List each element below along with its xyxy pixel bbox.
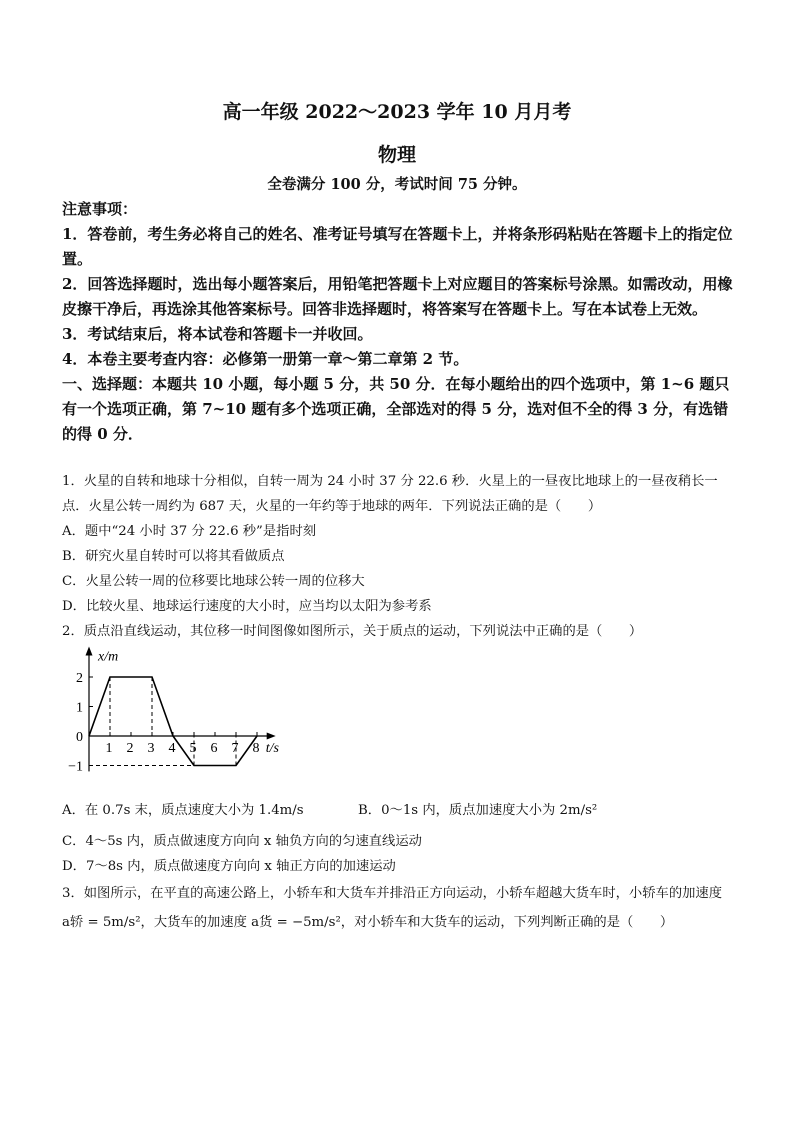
x-tick-label: 8: [252, 741, 260, 756]
score-info: 全卷满分 100 分，考试时间 75 分钟。: [267, 176, 527, 193]
note-item: 2．回答选择题时，选出每小题答案后，用铅笔把答题卡上对应题目的答案标号涂黑。如需改动，用橡皮擦干净后，再选涂其他答案标号。回答非选择题时，将答案写在答题卡上。写在本试卷上无效。: [62, 275, 733, 318]
x-tick-label: 1: [105, 741, 113, 756]
notes-section: [62, 197, 734, 447]
y-tick-label: −1: [68, 759, 83, 775]
y-axis-arrow: [86, 646, 93, 655]
notes-heading: 注意事项：: [62, 200, 138, 218]
x-tick-label: 3: [147, 741, 155, 756]
y-tick-label: 2: [76, 671, 83, 686]
x-tick-label: 4: [168, 741, 176, 756]
q2-option-c: C．4～5s 内，质点做速度方向向 x 轴负方向的匀速直线运动: [62, 834, 422, 849]
x-tick-label: 5: [189, 741, 197, 756]
q2-stem: 2．质点沿直线运动，其位移一时间图像如图所示，关于质点的运动，下列说法中正确的是（ ）: [62, 624, 643, 639]
q1-option-c: C．火星公转一周的位移要比地球公转一周的位移大: [62, 574, 365, 589]
x-tick-label: 6: [210, 741, 218, 756]
q1-stem: 1．火星的自转和地球十分相似，自转一周为 24 小时 37 分 22.6 秒．火星上的一昼夜比地球上的一昼夜稍长一点．火星公转一周约为 687 天，火星的一年约等于地球的两年．下列说法正确的是（ ）: [62, 474, 718, 514]
x-tick-label: 2: [126, 741, 134, 756]
x-axis-arrow: [267, 733, 276, 740]
note-item: 3．考试结束后，将本试卷和答题卡一并收回。: [62, 325, 373, 343]
y-tick-label: 1: [76, 700, 83, 716]
x-tick-label: 7: [231, 741, 239, 756]
x-axis-label: t/s: [265, 741, 279, 756]
q2-option-b: B．0～1s 内，质点加速度大小为 2m/s²: [358, 803, 598, 818]
subject-title: 物理: [377, 144, 416, 166]
section-heading: 一、选择题：本题共 10 小题，每小题 5 分，共 50 分．在每小题给出的四个选项中，第 1~6 题只有一个选项正确，第 7~10 题有多个选项正确，全部选对的得 5 分，选对但不全的得 3 分，有选错的得 0 分．: [62, 375, 730, 443]
y-axis-label: x/m: [98, 649, 119, 665]
q2-options-row: [62, 798, 734, 823]
q1-option-d: D．比较火星、地球运行速度的大小时，应当均以太阳为参考系: [62, 599, 432, 614]
q2-option-a: A．在 0.7s 末，质点速度大小为 1.4m/s: [62, 803, 304, 818]
exam-title: 高一年级 2022～2023 学年 10 月月考: [222, 101, 572, 123]
q1-option-a: A．题中“24 小时 37 分 22.6 秒”是指时刻: [62, 524, 317, 539]
q1-option-b: B．研究火星自转时可以将其看做质点: [62, 549, 285, 564]
q3-stem: 3．如图所示，在平直的高速公路上，小轿车和大货车并排沿正方向运动，小轿车超越大货车时，小轿车的加速度 a轿 = 5m/s²，大货车的加速度 a货 = −5m/s²，对小轿车和大货车的运动，下列判断正确的是（ ）: [62, 886, 723, 930]
y-tick-label: 0: [76, 730, 83, 745]
q2-option-d: D．7～8s 内，质点做速度方向向 x 轴正方向的加速运动: [62, 859, 396, 874]
question-1: [62, 469, 734, 644]
note-item: 1．答卷前，考生务必将自己的姓名、准考证号填写在答题卡上，并将条形码粘贴在答题卡上的指定位置。: [62, 225, 733, 268]
xt-graph: [62, 644, 312, 784]
note-item: 4．本卷主要考查内容：必修第一册第一章～第二章第 2 节。: [62, 350, 469, 368]
question-2-options: [62, 798, 734, 937]
